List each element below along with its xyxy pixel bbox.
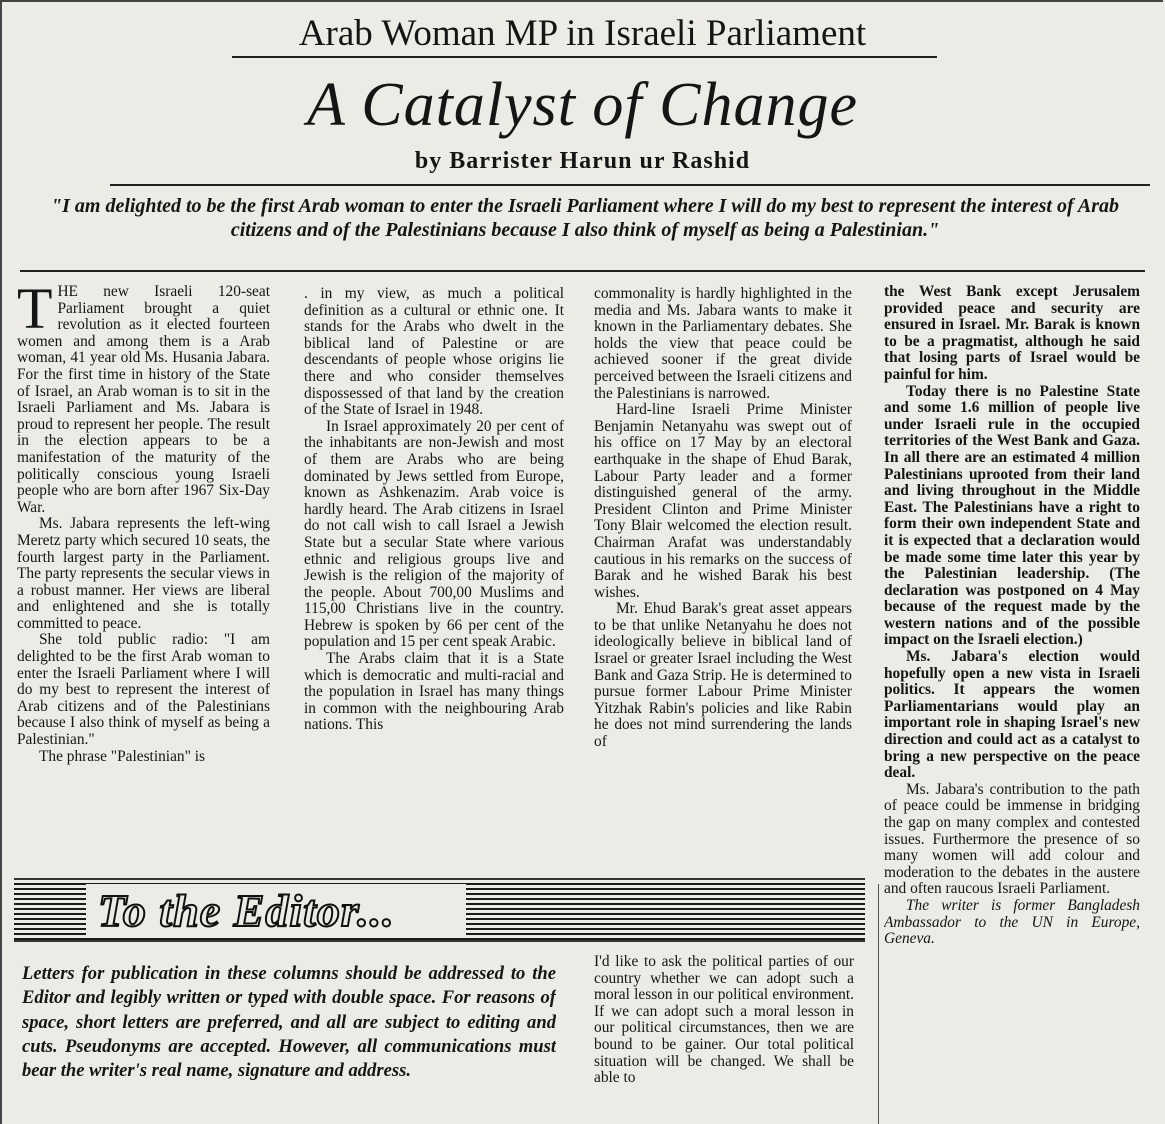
column-4-paragraph-1: the West Bank except Jerusalem provided peace and security are ensured in Israel. Mr. Barak is known to be a pragmatist, although he said that losing parts of Israel would be painful for him.	[884, 284, 1140, 383]
pull-quote-bottom-rule	[20, 270, 1145, 272]
drop-cap: T	[17, 284, 53, 341]
article-byline: by Barrister Harun ur Rashid	[414, 148, 751, 174]
column-1-paragraph-3: She told public radio: "I am delighted to be the first Arab woman to enter the Israeli Parliament where I will do my best to represent the interest of Arab citizens and of the Palestinians because I also think of myself as being a Palestinian."	[17, 631, 270, 749]
column-3-paragraph-2: Hard-line Israeli Prime Minister Benjamin Netanyahu was swept out of his office on 17 May by an electoral earthquake in the shape of Ehud Barak, Labour Party leader and a former distinguished general of the army. President Clinton and Prime Minister Tony Blair welcomed the election result. Chairman Arafat was understandably cautious in his remarks on the success of Barak and he wished Barak his best wishes.	[594, 401, 852, 601]
column-2-paragraph-3: The Arabs claim that it is a State which is democratic and multi-racial and the population in Israel has many things in common with the neighbouring Arab nations. This	[304, 650, 564, 734]
article-column-2	[304, 286, 564, 868]
editor-section-banner	[14, 878, 865, 942]
column-1-paragraph-1-text: HE new Israeli 120-seat Parliament brought a quiet revolution as it elected fourteen women and among them is a Arab woman, 41 year old Ms. Husania Jabara. For the first time in history of the State of Israel, an Arab woman is to sit in the Israeli Parliament and Ms. Jabara is proud to represent her people. The result in the election appears to be a manifestation of the maturity of the politically conscious young Israeli people who are born after 1967 Six-Day War.	[17, 284, 270, 516]
column-1-paragraph-2: Ms. Jabara represents the left-wing Meretz party which secured 10 seats, the fourth largest party in the Parliament. The party represents the secular views in a robust manner. Her views are liberal and enlightened and she is totally committed to peace.	[17, 515, 270, 632]
column-4-paragraph-4: Ms. Jabara's contribution to the path of peace could be immense in bridging the gap on many complex and contested issues. Furthermore the presence of so many women will add colour and moderation to the debates in the austere and often raucous Israeli Parliament.	[884, 780, 1140, 898]
letters-submission-notice: Letters for publication in these columns should be addressed to the Editor and legibly written or typed with double space. For reasons of space, short letters are preferred, and all are subject to editing and cuts. Pseudonyms are accepted. However, all communications must bear the writer's real name, signature and address.	[22, 963, 556, 1082]
article-column-1	[17, 284, 270, 866]
article-kicker: Arab Woman MP in Israeli Parliament	[298, 13, 867, 54]
column-1-paragraph-4: The phrase "Palestinian" is	[39, 747, 206, 765]
column-4-paragraph-2: Today there is no Palestine State and some 1.6 million of people live under Israeli rule in the occupied territories of the West Bank and Gaza. In all there are an estimated 4 million Palestinians uprooted from their land and living throughout in the Middle East. The Palestinians have a right to form their own independent State and it is expected that a declaration would be made some time later this year by the Palestinian leadership. (The declaration was postponed on 4 May because of the request made by the western nations and of the possible impact on the Israeli election.)	[884, 382, 1140, 649]
letter-excerpt: I'd like to ask the political parties of our country whether we can adopt such a moral lesson in our political environment. If we can adopt such a moral lesson in our political circumstances, then we are bound to be gainer. Our total political situation will be changed. We shall be able to	[594, 954, 854, 1087]
author-bio: The writer is former Bangladesh Ambassador to the UN in Europe, Geneva.	[884, 896, 1140, 948]
column-divider	[878, 884, 879, 1124]
column-4-paragraph-3: Ms. Jabara's election would hopefully open a new vista in Israeli politics. It appears the women Parliamentarians would play an important role in shaping Israel's new direction and could act as a catalyst to bring a new perspective on the peace deal.	[884, 648, 1140, 782]
column-2-paragraph-1: . in my view, as much a political definition as a cultural or ethnic one. It stands for the Arabs who dwelt in the biblical land of Palestine or are descendants of people whose origins lie there and who consider themselves dispossessed of that land by the creation of the State of Israel in 1948.	[304, 286, 564, 419]
article-column-3	[594, 286, 852, 872]
column-3-paragraph-3: Mr. Ehud Barak's great asset appears to be that unlike Netanyahu he does not ideologically believe in biblical land of Israel or greater Israel including the West Bank and Gaza Strip. He is determined to pursue former Labour Prime Minister Yitzhak Rabin's policies and like Rabin he does not mind surrendering the lands of	[594, 600, 852, 751]
kicker-underline	[232, 56, 937, 58]
editor-section-title: To the Editor...	[98, 885, 395, 936]
article-headline: A Catalyst of Change	[306, 71, 859, 139]
column-3-paragraph-1: commonality is hardly highlighted in the media and Ms. Jabara wants to make it known in the Parliamentary debates. She holds the view that peace could be achieved sooner if the great divide perceived between the Israeli citizens and the Palestinians is narrowed.	[594, 286, 852, 402]
column-2-paragraph-2: In Israel approximately 20 per cent of the inhabitants are non-Jewish and most of them are Arabs who are being dominated by Jews settled from Europe, known as Ashkenazim. Arab voice is hardly heard. The Arab citizens in Israel do not call wish to call Israel a Jewish State but a secular State where various ethnic and religious groups live and Jewish is the religion of the majority of the people. About 700,00 Muslims and 115,00 Christians live in the country. Hebrew is spoken by 66 per cent of the population and 15 per cent speak Arabic.	[304, 417, 564, 651]
pull-quote: "I am delighted to be the first Arab woman to enter the Israeli Parliament where I will do my best to represent the interest of Arab citizens and of the Palestinians because I also think of myself as being a Palestinian."	[51, 195, 1119, 241]
article-column-4	[884, 284, 1140, 1104]
pull-quote-top-rule	[110, 184, 1150, 186]
column-1-paragraph-1	[17, 284, 270, 516]
